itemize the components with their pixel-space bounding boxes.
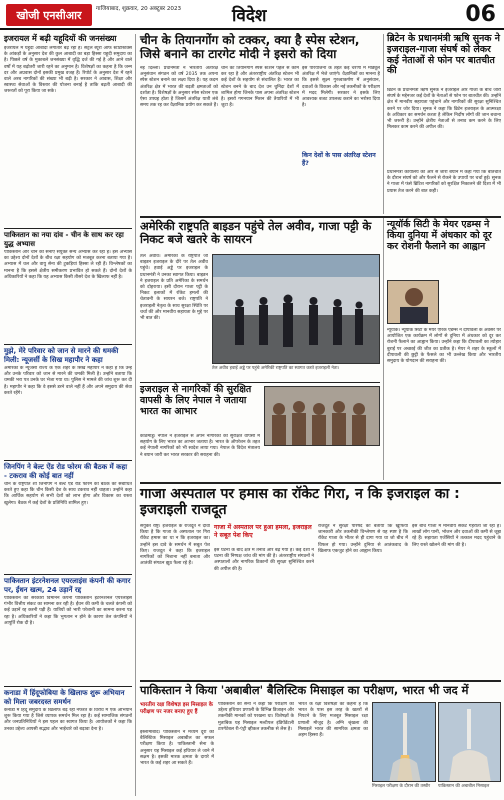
missile-headline: पाकिस्तान ने किया 'अबाबील' बैलिस्टिक मिसाइल का परीक्षण, भारत भी जद में — [140, 683, 469, 697]
mayor-portrait-image — [388, 281, 439, 324]
missile-launch-photo-2 — [438, 702, 501, 782]
china-subhead: किन देशों के पास अंतरिक्ष स्टेशन हैं? — [302, 152, 376, 167]
left-body-1: इजरायल में यहूदी आबादी लगातार बढ़ रही है। सेंट्रल ब्यूरो ऑफ स्टैटिस्टिक्स के आंकड़ों के अनुसार देश की कुल आबादी का बड़ा हिस्सा यहूदी समुदाय का है। पिछले वर्ष के मुकाबले जनसंख्या में वृद्धि दर्ज की गई है और आने वाले वर्षों में यह बढ़ोतरी जारी रहने का अनुमान है। विशेषज्ञों का कहना है कि जन्म दर और अप्रवास दोनों इसकी प्रमुख वजह हैं। रिपोर्ट के अनुसार देश में रहने वाले अरब नागरिकों की संख्या भी बढ़ी है। सरकार ने आवास, शिक्षा और स्वास्थ्य सेवाओं के विस्तार की योजना बनाई है ताकि बढ़ती आबादी की जरूरतों को पूरा किया जा सके। — [4, 46, 132, 95]
missile-trail-image — [439, 703, 501, 782]
left-body-4: चीन के राष्ट्रपति शी जिनपिंग ने बेल्ट ऐंड रोड फोरम की बैठक को संबोधित करते हुए कहा कि चीन किसी देश के साथ टकराव नहीं चाहता। उन्होंने कहा कि आर्थिक सहयोग से सभी देशों को लाभ होगा और विकास का रास्ता खुलेगा। बैठक में कई देशों के प्रतिनिधि शामिल हुए। — [4, 482, 132, 506]
china-body-col-2: चीन का तियानगोंग स्पेस स्टेशन पहले से काम कर रहा है और अंतरराष्ट्रीय अंतरिक्ष स्टेशन भी कई देशों के सहयोग से संचालित है। भारत का स्टेशन बनने के बाद देश उन चुनिंदा देशों में शामिल होगा जिनके पास अपना अंतरिक्ष स्टेशन है। इसरो गगनयान मिशन की तैयारियों में भी जुटा है। — [221, 66, 299, 109]
left-headline-4: जिनपिंग ने बेल्ट ऐंड रोड फोरम की बैठक में कहा - टकराव की कोई बात नहीं — [4, 463, 128, 480]
nepal-headline: इजराइल से नागरिकों की सुरक्षित वापसी के लिए नेपाल ने जताया भारत का आभार — [140, 384, 252, 417]
airport-scene-image — [213, 255, 380, 364]
gaza-hospital-headline: गाजा अस्पताल पर हमास का रॉकेट गिरा, न कि इजराइल का : इजराइली राजदूत — [140, 486, 460, 519]
masthead — [0, 0, 504, 30]
china-body-col-3: इस परियोजना के तहत कई चरणों में मॉड्यूल अंतरिक्ष में भेजे जाएंगे। वैज्ञानिकों का मानना है कि इससे सूक्ष्म गुरुत्वाकर्षण में अनुसंधान, दवाओं के विकास और नई तकनीकों के परीक्षण में मदद मिलेगी। सरकार ने इसके लिए आवश्यक बजट उपलब्ध कराने का भरोसा दिया है। — [302, 66, 380, 109]
missile-body-col-2: पाकिस्तान की सेना ने कहा कि परीक्षण का उद्देश्य हथियार प्रणाली के विभिन्न डिजाइन और तकनीकी मानकों को परखना था। विशेषज्ञों के मुताबिक यह मिसाइल मल्टीपल इंडिपेंडेंटली टारगेटेबल री-एंट्री व्हीकल तकनीक से लैस है। — [218, 702, 294, 732]
divider — [140, 482, 501, 484]
nyc-body: न्यूयॉर्क। न्यूयॉर्क सिटी के मेयर एरिक एडम्स ने दीपावली के अवसर पर आयोजित एक कार्यक्रम में लोगों से दुनिया में अंधकार को दूर कर रोशनी फैलाने का आह्वान किया। उन्होंने कहा कि दीपावली का त्योहार बुराई पर अच्छाई की जीत का प्रतीक है। मेयर ने शहर के स्कूलों में दीपावली की छुट्टी के फैसले का भी उल्लेख किया और भारतीय समुदाय के योगदान की सराहना की। — [387, 328, 501, 365]
issue-date: गाजियाबाद, शुक्रवार, 20 अक्टूबर 2023 — [96, 6, 182, 12]
section-title: विदेश — [232, 6, 267, 26]
nepal-body: काठमांडू। नेपाल ने इजराइल से अपने नागरिकों की सुरक्षित वापसी में सहयोग के लिए भारत का आभार जताया है। भारत के ऑपरेशन के तहत कई नेपाली नागरिकों को भी स्वदेश लाया गया। नेपाल के विदेश मंत्रालय ने बयान जारी कर भारत सरकार की सराहना की। — [140, 434, 260, 458]
divider — [4, 344, 132, 345]
uk-body-2: प्रधानमंत्री कार्यालय की ओर से जारी बयान में कहा गया कि बातचीत के दौरान संघर्ष को और फैलने से रोकने के उपायों पर चर्चा हुई। सुनक ने गाजा में फंसे ब्रिटिश नागरिकों को सुरक्षित निकालने की दिशा में भी प्रयास तेज करने की बात कही। — [387, 170, 501, 194]
nyc-body-lead — [442, 280, 501, 326]
missile-kicker: भारतीय रक्षा विशेषज्ञ इस मिसाइल के परीक्षण पर नजर बनाए हुए हैं — [140, 702, 213, 715]
nyc-mayor-headline: न्यूयॉर्क सिटी के मेयर एडम्स ने किया दुनिया में अंधकार को दूर कर रोशनी फैलाने का आह्वान — [387, 219, 492, 252]
left-body-6: कनाडा में हिंदू समुदाय के खिलाफ बढ़ रही नफरत के विरोध में एक अभियान शुरू किया गया है जिसे व्यापक समर्थन मिल रहा है। कई सामाजिक संगठनों और जनप्रतिनिधियों ने इस पहल का स्वागत किया है। आयोजकों ने कहा कि उनका उद्देश्य आपसी सद्भाव और भाईचारे को बढ़ावा देना है। — [4, 708, 132, 732]
column-rule — [383, 34, 384, 214]
missile-caption-2: पाकिस्तान की अबाबील मिसाइल — [438, 784, 490, 789]
missile-body-col-1: इस्लामाबाद। पाकिस्तान ने मध्यम दूरी की बैलिस्टिक मिसाइल अबाबील का सफल परीक्षण किया है। पाकिस्तानी सेना के अनुसार यह मिसाइल कई हथियार ले जाने में सक्षम है। इसकी मारक क्षमता के दायरे में भारत के कई शहर आ सकते हैं। — [140, 730, 214, 767]
newspaper-logo: खोजी एनसीआर — [6, 4, 92, 26]
gaza-body-col-1: संयुक्त राष्ट्र। इजराइल के राजदूत ने दावा किया है कि गाजा के अस्पताल पर गिरा रॉकेट हमास का था न कि इजराइल का। उन्होंने इस दावे के समर्थन में सबूत पेश किए। राजदूत ने कहा कि इजराइल नागरिकों को निशाना नहीं बनाता और आतंकी संगठन झूठ फैला रहे हैं। — [140, 524, 210, 567]
divider — [4, 228, 132, 229]
uk-body: ब्रिटेन के प्रधानमंत्री ऋषि सुनक ने इजराइल और गाजा के बीच जारी संघर्ष के मद्देनजर कई देशों के नेताओं से फोन पर बातचीत की। उन्होंने क्षेत्र में मानवीय सहायता पहुंचाने और नागरिकों की सुरक्षा सुनिश्चित करने पर जोर दिया। सुनक ने कहा कि ब्रिटेन इजराइल के आत्मरक्षा के अधिकार का समर्थन करता है लेकिन निर्दोष लोगों की जान बचाना भी जरूरी है। उन्होंने क्षेत्रीय नेताओं से तनाव कम करने के लिए मिलकर काम करने की अपील की। — [387, 88, 501, 131]
gaza-body-col-2: इस घटना के बाद क्षेत्र में तनाव और बढ़ गया है। कई देशों ने घटना की निष्पक्ष जांच की मांग की है। अंतरराष्ट्रीय संगठनों ने अस्पतालों और नागरिक ठिकानों की सुरक्षा सुनिश्चित करने की अपील की है। — [214, 548, 314, 572]
missile-body-col-3: भारत के रक्षा विशेषज्ञों का कहना है कि भारत के पास इस तरह के खतरों से निपटने के लिए मजबूत मिसाइल रक्षा प्रणाली मौजूद है। अग्नि श्रृंखला की मिसाइलें भारत की सामरिक क्षमता का अहम हिस्सा हैं। — [298, 702, 368, 739]
gaza-body-col-3: राजदूत ने सुरक्षा परिषद को बताया कि खुफिया जानकारी और तकनीकी विश्लेषण से यह स्पष्ट है कि रॉकेट गाजा के भीतर से ही दागा गया था जो बीच में विफल हो गया। उन्होंने दुनिया से आतंकवाद के खिलाफ एकजुट होने का आह्वान किया। — [318, 524, 408, 554]
divider — [4, 574, 132, 575]
left-headline-5: पाकिस्तान इंटरनेशनल एयरलाइंस कंपनी की कगार पर, ईंधन खत्म, 24 उड़ानें रद्द — [4, 577, 131, 594]
divider — [140, 382, 380, 383]
divider — [140, 216, 501, 218]
missile-launch-image — [373, 703, 436, 782]
left-headline-3: मुझे, मेरे परिवार को जान से मारने की धमकी मिली: न्यूजर्सी के सिख महापौर ने कहा — [4, 347, 119, 364]
gaza-body-col-4: इस बीच गाजा में मानवीय संकट गहराता जा रहा है। लाखों लोग पानी, भोजन और दवाओं की कमी से जूझ रहे हैं। सहायता एजेंसियों ने तत्काल मदद पहुंचाने के लिए रास्ते खोलने की मांग की है। — [412, 524, 501, 548]
nepal-evacuation-photo — [264, 386, 380, 446]
divider — [4, 686, 132, 687]
left-headline-2: पाकिस्तान का नया दांव - चीन के साथ कर रहा युद्ध अभ्यास — [4, 231, 124, 248]
biden-arrival-photo — [212, 254, 380, 364]
left-body-5: पाकिस्तान की सरकारी विमानन कंपनी पाकिस्तान इंटरनेशनल एयरलाइंस गंभीर वित्तीय संकट का सामना कर रही है। ईंधन की कमी के चलते कंपनी को कई उड़ानें रद्द करनी पड़ी हैं। यात्रियों को भारी परेशानी का सामना करना पड़ रहा है। अधिकारियों ने कहा कि भुगतान न होने के कारण तेल कंपनियों ने आपूर्ति रोक दी है। — [4, 596, 132, 626]
china-space-headline: चीन के तियानगोंग को टक्कर, क्या है स्पेस स्टेशन, जिसे बनाने का टारगेट मोदी ने इसरो को दिया — [140, 33, 360, 61]
missile-launch-photo-1 — [372, 702, 436, 782]
gaza-kicker: गाजा में अस्पताल पर हुआ हमला, इजराइल ने सबूत पेश किए — [214, 524, 312, 539]
divider — [4, 460, 132, 461]
divider — [140, 680, 501, 682]
biden-photo-caption: तेल अवीव हवाई अड्डे पर पहुंचे अमेरिकी राष्ट्रपति का स्वागत करते इजराइली नेता। — [212, 366, 340, 371]
china-body-col-1: नई दिल्ली। प्रधानमंत्री ने भारतीय अंतरिक्ष अनुसंधान संगठन को वर्ष 2035 तक अपना स्पेस स्टेशन बनाने का लक्ष्य दिया है। यह कदम अंतरिक्ष क्षेत्र में भारत की बढ़ती क्षमताओं को दर्शाता है। विशेषज्ञों के अनुसार स्पेस स्टेशन एक ऐसा उपग्रह होता है जिसमें अंतरिक्ष यात्री लंबे समय तक रह कर वैज्ञानिक प्रयोग कर सकते हैं। — [140, 66, 218, 109]
left-headline-1: इजरायल में बढ़ी यहूदियों की जनसंख्या — [4, 34, 117, 43]
left-column — [4, 34, 132, 796]
biden-body: तेल अवीव। अमेरिका के राष्ट्रपति जो बाइडन इजराइल के दौरे पर तेल अवीव पहुंचे। हवाई अड्डे पर इजराइल के प्रधानमंत्री ने उनका स्वागत किया। बाइडन ने इजराइल के प्रति अमेरिका के समर्थन को दोहराया। इसी दौरान गाजा पट्टी के निकट इलाकों में रॉकेट हमलों की चेतावनी के सायरन बजे। राष्ट्रपति ने इजराइली नेतृत्व के साथ सुरक्षा स्थिति पर चर्चा की और मानवीय सहायता के मुद्दे पर भी बात की। — [140, 254, 208, 322]
missile-caption-1: मिसाइल परीक्षण के दौरान की तस्वीर — [372, 784, 431, 789]
nyc-mayor-photo — [387, 280, 439, 324]
uk-headline: ब्रिटेन के प्रधानमंत्री ऋषि सुनक ने इजराइल-गाजा संघर्ष को लेकर कई नेताओं से फोन पर बातचीत की — [387, 33, 500, 77]
column-rule — [135, 34, 136, 796]
left-body-2: पाकिस्तान और चीन की सेनाएं संयुक्त सैन्य अभ्यास कर रही हैं। इस अभ्यास का उद्देश्य दोनों देशों के बीच रक्षा सहयोग को मजबूत करना बताया गया है। अभ्यास में थल और वायु सेना की टुकड़ियां हिस्सा ले रही हैं। विश्लेषकों का मानना है कि इससे क्षेत्रीय समीकरण प्रभावित हो सकते हैं। दोनों देशों के अधिकारियों ने कहा कि यह अभ्यास किसी तीसरे देश के खिलाफ नहीं है। — [4, 250, 132, 280]
left-headline-6: कनाडा में हिंदूफोबिया के खिलाफ शुरू अभियान को मिला जबरदस्त समर्थन — [4, 689, 125, 706]
left-body-3: अमेरिका के न्यूजर्सी राज्य के एक शहर के सिख महापौर ने कहा है कि उन्हें और उनके परिवार को जान से मारने की धमकी मिली है। उन्होंने बताया कि धमकी भरा पत्र उनके घर भेजा गया था। पुलिस ने मामले की जांच शुरू कर दी है। महापौर ने कहा कि वे इससे डरने वाले नहीं हैं और अपने समुदाय की सेवा करते रहेंगे। — [4, 366, 132, 396]
column-rule — [383, 218, 384, 480]
page-number: 06 — [465, 2, 496, 27]
biden-headline: अमेरिकी राष्ट्रपति बाइडन पहुंचे तेल अवीव, गाजा पट्टी के निकट बजे खतरे के सायरन — [140, 219, 372, 247]
issue-meta — [96, 5, 226, 13]
evacuees-image — [265, 387, 380, 446]
